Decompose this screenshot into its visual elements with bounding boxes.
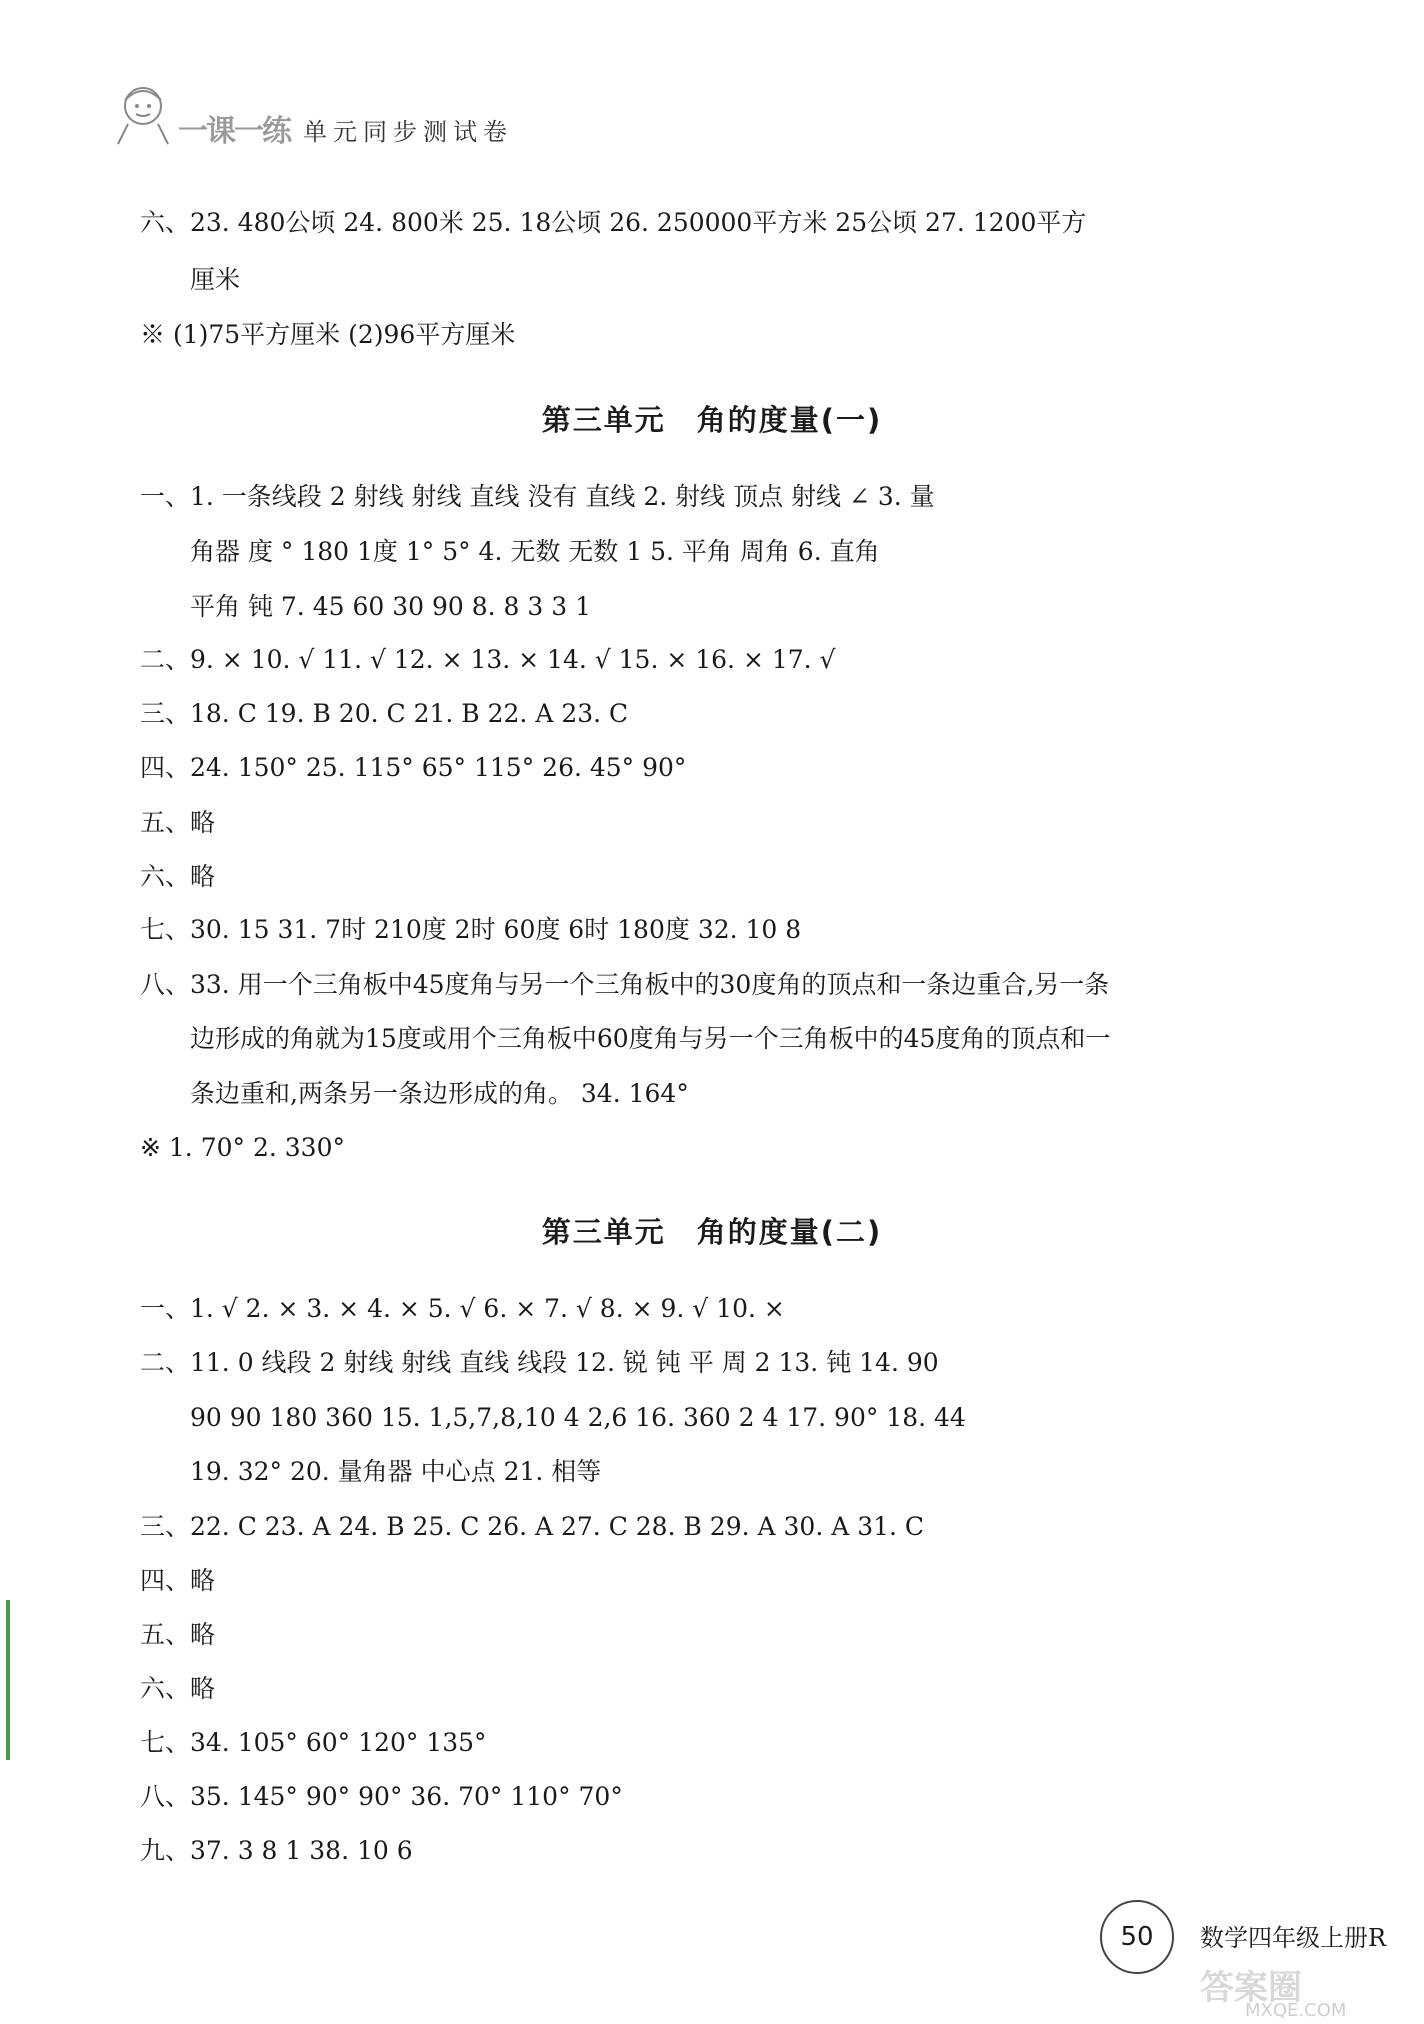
answer-line: 二、9. × 10. √ 11. √ 12. × 13. × 14. √ 15. × 16. × 17. √	[140, 645, 836, 674]
section-title: 第三单元 角的度量(二)	[541, 1215, 883, 1249]
answer-line: 四、略	[140, 1566, 216, 1595]
page-header	[108, 78, 628, 158]
answer-line: 八、33. 用一个三角板中45度角与另一个三角板中的30度角的顶点和一条边重合,另一条	[140, 970, 1110, 999]
answer-line: 八、35. 145° 90° 90° 36. 70° 110° 70°	[140, 1782, 623, 1811]
answer-line: ※ 1. 70° 2. 330°	[140, 1133, 345, 1162]
answer-line: 三、18. C 19. B 20. C 21. B 22. A 23. C	[140, 699, 629, 728]
section-title: 第三单元 角的度量(一)	[541, 403, 883, 437]
answer-line: 平角 钝 7. 45 60 30 90 8. 8 3 3 1	[190, 592, 591, 621]
answer-line: 六、23. 480公顷 24. 800米 25. 18公顷 26. 250000平方米 25公顷 27. 1200平方	[140, 208, 1087, 237]
answer-line: 一、1. 一条线段 2 射线 射线 直线 没有 直线 2. 射线 顶点 射线 ∠ 3. 量	[140, 482, 935, 511]
answer-line: 七、34. 105° 60° 120° 135°	[140, 1728, 487, 1757]
answer-line: 边形成的角就为15度或用个三角板中60度角与另一个三角板中的45度角的顶点和一	[190, 1024, 1111, 1053]
series-title: 单元同步测试卷	[303, 118, 513, 146]
page-number: 50	[1100, 1900, 1174, 1974]
answer-line: 六、略	[140, 1674, 216, 1703]
answer-line: 五、略	[140, 808, 216, 837]
answer-line: 一、1. √ 2. × 3. × 4. × 5. √ 6. × 7. √ 8. × 9. √ 10. ×	[140, 1294, 785, 1323]
subject-label: 数学四年级上册R	[1200, 1924, 1387, 1952]
answer-line: 二、11. 0 线段 2 射线 射线 直线 线段 12. 锐 钝 平 周 2 13. 钝 14. 90	[140, 1348, 939, 1377]
watermark: 答案圈	[1200, 1968, 1302, 2008]
brand-logo: 一课一练	[178, 114, 290, 149]
page-edge-mark	[6, 1600, 10, 1760]
mascot-icon	[108, 78, 178, 148]
answer-line: 六、略	[140, 862, 216, 891]
answer-line: 三、22. C 23. A 24. B 25. C 26. A 27. C 28. B 29. A 30. A 31. C	[140, 1512, 925, 1541]
answer-line: 九、37. 3 8 1 38. 10 6	[140, 1836, 413, 1865]
answer-line: 角器 度 ° 180 1度 1° 5° 4. 无数 无数 1 5. 平角 周角 6. 直角	[190, 537, 880, 566]
answer-line: ※ (1)75平方厘米 (2)96平方厘米	[140, 320, 516, 349]
answer-line: 四、24. 150° 25. 115° 65° 115° 26. 45° 90°	[140, 753, 687, 782]
answer-line: 厘米	[190, 265, 241, 294]
answer-line: 90 90 180 360 15. 1,5,7,8,10 4 2,6 16. 360 2 4 17. 90° 18. 44	[190, 1403, 966, 1432]
answer-line: 19. 32° 20. 量角器 中心点 21. 相等	[190, 1457, 602, 1486]
answer-line: 条边重和,两条另一条边形成的角。 34. 164°	[190, 1079, 689, 1108]
answer-line: 七、30. 15 31. 7时 210度 2时 60度 6时 180度 32. 10 8	[140, 915, 802, 944]
answer-line: 五、略	[140, 1620, 216, 1649]
watermark-url: MXQE.COM	[1245, 2000, 1347, 2021]
